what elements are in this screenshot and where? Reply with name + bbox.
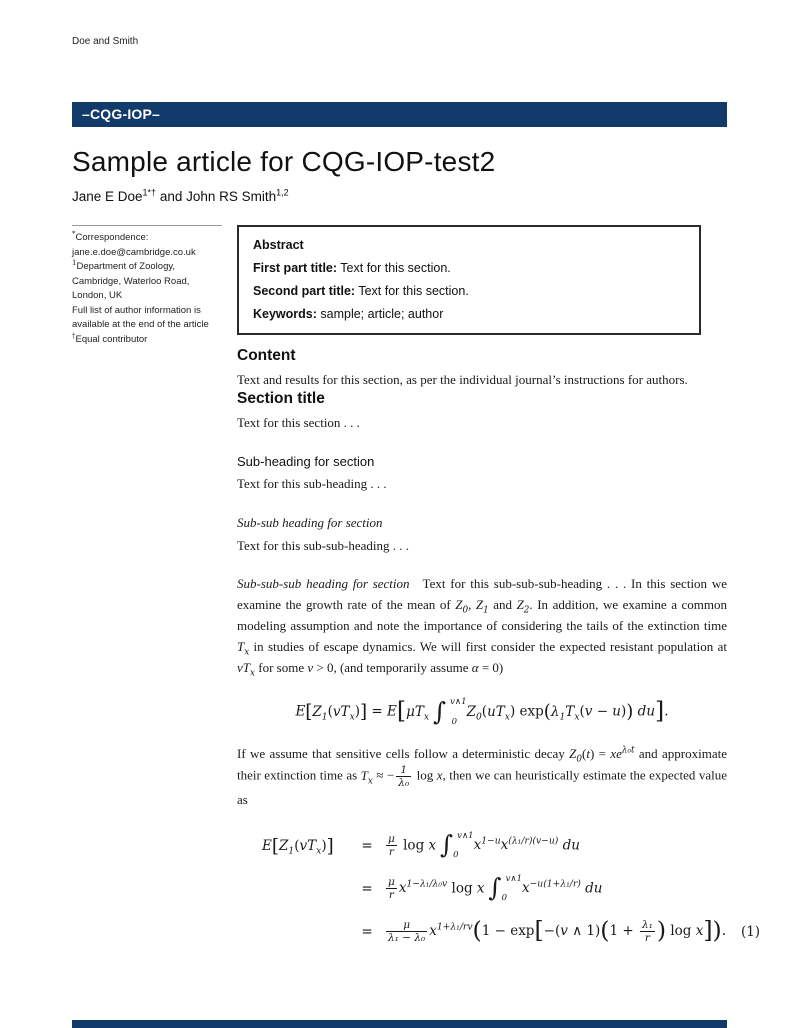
correspondence-block [72, 225, 222, 347]
affiliation-line: Cambridge, Waterloo Road, [72, 275, 190, 287]
journal-banner [72, 102, 727, 127]
equation-lhs: $E[Z_1(vT_x)]$ [262, 835, 334, 857]
keywords-label: Keywords: [253, 307, 317, 321]
author-2: and John RS Smith$^{1,2}$ [156, 187, 289, 204]
correspondence-line: *Correspondence: [72, 229, 149, 243]
article-body [237, 347, 761, 953]
equation-rhs: $\frac{\mu}{\text{λ₁ − λ₀}}$ $x^{1+\lambda_1/rv}(1 - \exp[-(v$ ∧ 1)(1 + $\frac{\text{λ₁}}{r}$ ) log x]). [388, 916, 727, 945]
equation-aligned-block [262, 824, 761, 953]
section-heading: Section title [237, 390, 325, 407]
content-paragraph: Text and results for this section, as per the individual journal’s instructions for authors. [237, 372, 688, 387]
sub-sub-sub-paragraph: Sub-sub-sub heading for section Text for this sub-sub-sub-heading . . . In this section we examine the growth rate of the mean of $Z_0$, $Z_1$ and $Z_2$. In addition, we examine a common modeling assumption and note the importance of considering the tails of the extinction time $T_x$ in studies of escape dynamics. We will first consider the expected resistant population at $vT_x$ for some v > 0, (and temporarily assume α = 0) [237, 576, 728, 679]
abstract-box [237, 225, 701, 335]
decay-paragraph: If we assume that sensitive cells follow a deterministic decay $Z_0(t) = xe^{\lambda_0t}$ and approximate their extinction time as $T_x$ ≈ − $\frac{1}{\text{λ₀}}$ log x, then we can heuristically estimate the expected value as [237, 745, 727, 808]
abstract-row [253, 284, 685, 298]
equation-display: $E[Z_1(vT_x)] = E[\mu T_x$ ∫ v∧1 0 $Z_0(uT_x) \exp(\lambda_1T_x(v - u))$ du]. [295, 696, 669, 727]
abstract-row-label: Second part title: [253, 284, 356, 298]
equation-number: (1) [740, 923, 761, 940]
section-paragraph: Text for this section . . . [237, 415, 360, 430]
keywords-text: sample; article; author [316, 307, 444, 321]
article-title: Sample article for CQG-IOP-test2 [72, 146, 496, 177]
equal-contributor-note: †Equal contributor [72, 331, 148, 345]
running-header: Doe and Smith [72, 36, 139, 47]
correspondence-email: jane.e.doe@cambridge.co.uk [72, 246, 196, 258]
equation-row [262, 910, 761, 953]
sub-sub-heading-paragraph: Text for this sub-sub-heading . . . [237, 538, 410, 553]
content-heading: Content [237, 347, 296, 364]
author-info-note: Full list of author information is [72, 304, 201, 316]
author-2-affiliation-marks: 1,2 [276, 187, 289, 198]
authors-line [72, 189, 727, 204]
sub-sub-heading: Sub-sub heading for section [237, 515, 383, 530]
author-1: Jane E Doe$^{1*\dagger}$ [72, 187, 157, 204]
keywords-row [253, 307, 685, 321]
journal-banner-label: –CQG-IOP– [82, 106, 161, 122]
equals-sign: = [361, 880, 373, 897]
equation-rhs: $\frac{\mu}{r}$ $x^{1-\lambda_1/\lambda_0v}$ log x ∫ v∧1 0 $x^{-u(1+\lambda_1/r)}$ du [388, 873, 603, 904]
equation-row [262, 824, 727, 867]
abstract-row-label: First part title: [253, 261, 338, 275]
affiliation-line: London, UK [72, 290, 123, 301]
equation-row [262, 867, 727, 910]
affiliation-line: $^1$Department of Zoology, [72, 258, 176, 272]
sub-heading: Sub-heading for section [237, 454, 375, 469]
equals-sign: = [361, 837, 373, 854]
abstract-row-text: Text for this section. [337, 261, 451, 275]
abstract-row-text: Text for this section. [355, 284, 469, 298]
author-info-note: available at the end of the article [72, 319, 209, 330]
abstract-heading: Abstract [253, 238, 304, 252]
equals-sign: = [361, 923, 373, 940]
footer-bar [72, 1020, 727, 1028]
equation-rhs: $\frac{\mu}{r}$ log x ∫ v∧1 0 $x^{1-u}x^{(\lambda_1/r)(v-u)}$ du [388, 830, 580, 861]
abstract-row [253, 261, 685, 275]
author-1-affiliation-marks: 1*† [142, 187, 157, 198]
sub-heading-paragraph: Text for this sub-heading . . . [237, 476, 387, 491]
